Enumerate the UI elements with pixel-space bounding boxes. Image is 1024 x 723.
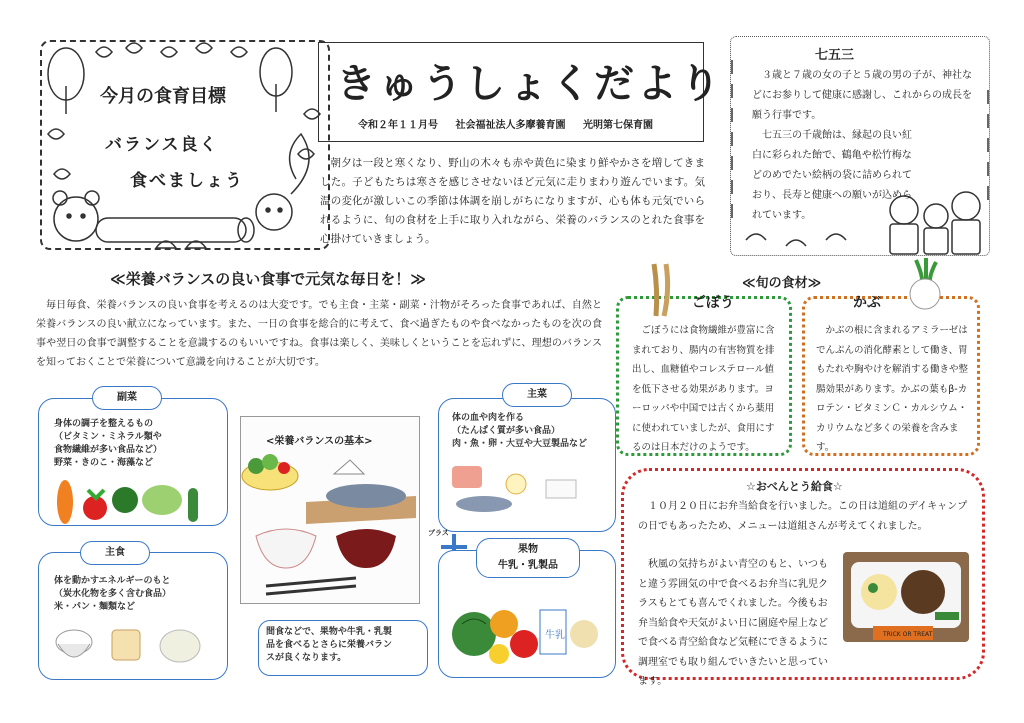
organization-name: 社会福祉法人多摩養育園 <box>455 120 566 131</box>
kabu-text: かぶの根に含まれるアミラーゼはでんぷんの消化酵素として働き、胃もたれや胸やけを解消する働きや整腸効果があります。かぶの葉もβ-カロテン・ビタミンＣ・カルシウム・カリウムなど多くの栄養を含みます。 <box>816 325 969 453</box>
nutrition-paragraph: 毎日毎食、栄養バランスの良い食事を考えるのは大変です。でも主食・主菜・副菜・汁物がそろった食事であれば、自然と栄養バランスの良い献立になっています。また、一日の食事を総合的に考えて、食べ過ぎたものや食べなかったものを次の食事や翌日の食事で調整することを意識するのもいいですね。食事は楽しく、美味しくということを忘れずに、理想のバランスを知っておくことで栄養について意識を向けることが大切です。 <box>36 300 602 368</box>
protein-foods-icon <box>446 460 612 526</box>
fukusai-description <box>54 418 224 470</box>
snack-note-line-3: スが良くなります。 <box>266 653 347 663</box>
intro-paragraph: 朝夕は一段と寒くなり、野山の木々も赤や黄色に染まり鮮やかさを増してきました。子どもたちは寒さを感じさせないほど元気に走りまわり遊んでいます。気温の変化が激しいこの季節は体調を崩しがちになりますが、心も体も元気でいられるように、旬の食材を上手に取り入れながら、栄養のバランスのとれた食事を心掛けていきましょう。 <box>320 157 705 245</box>
staple-foods-icon <box>52 622 222 672</box>
fruits-dairy-icon <box>444 584 614 674</box>
dairy-label: 牛乳・乳製品 <box>498 560 558 571</box>
fukusai-line-1: 身体の調子を整えるもの <box>54 419 154 429</box>
shusai-description <box>452 412 612 451</box>
vegetables-icon <box>50 470 220 530</box>
bento-photo-icon <box>843 552 969 642</box>
gobo-text: ごぼうには食物繊維が豊富に含まれており、腸内の有害物質を排出し、血糖値やコレステロール値を低下させる効果があります。ヨーロッパや中国では古くから薬用に使われていましたが、食用にするのは日本だけのようです。 <box>632 325 775 453</box>
gobo-title: ごぼう <box>692 295 734 311</box>
fukusai-line-3: 食物繊維が多い食品など） <box>54 445 163 455</box>
bento-title: ☆おべんとう給食☆ <box>746 480 843 493</box>
newsletter-title: きゅうしょくだより <box>336 61 723 107</box>
issue-line <box>358 116 667 131</box>
bento-text-2: 秋風の気持ちがよい青空のもと、いつもと違う雰囲気の中で食べるお弁当に乳児クラスもとても喜んでくれました。今後もお弁当給食や天気がよい日に園庭や屋上などで食べる青空給食など気軽にできるように調理室でも取り組んでいきたいと思っています。 <box>638 559 828 687</box>
goal-line-2: 食べましょう <box>130 171 244 191</box>
plus-label: プラス <box>428 529 449 537</box>
goal-line-1: バランス良く <box>105 135 219 155</box>
nutrition-heading: ≪栄養バランスの良い食事で元気な毎日を！≫ <box>110 270 426 288</box>
shichigosan-paragraph-2: 七五三の千歳飴は、縁起の良い紅白に彩られた飴で、鶴亀や松竹梅などのめでたい絵柄の袋に詰められており、長寿と健康への願いが込められています。 <box>752 130 912 221</box>
milk-carton-text: 牛乳 <box>545 630 565 641</box>
snack-note <box>266 626 426 665</box>
school-name: 光明第七保育園 <box>582 120 653 131</box>
shushoku-description <box>54 575 224 614</box>
fukusai-line-4: 野菜・きのこ・海藻など <box>54 458 154 468</box>
fruit-label: 果物 <box>518 544 538 555</box>
bento-photo <box>843 552 969 642</box>
burdock-icon <box>646 262 676 318</box>
snack-note-line-1: 間食などで、果物や牛乳・乳製 <box>266 627 392 637</box>
snack-note-line-2: 品を食べるとさらに栄養バラン <box>266 640 393 650</box>
shichigosan-paragraph-1: ３歳と７歳の女の子と５歳の男の子が、神社などにお参りして健康に感謝し、これからの成長を願う行事です。 <box>752 70 972 121</box>
shusai-line-3: 肉・魚・卵・大豆や大豆製品など <box>452 439 588 449</box>
shushoku-line-2: （炭水化物を多く含む食品） <box>54 589 172 599</box>
bento-lid-text: TRICK OR TREAT <box>883 631 933 638</box>
bento-text-1: １０月２０日にお弁当給食を行いました。この日は道組のデイキャンプの日でもあったため、メニューは道組さんが考えてくれました。 <box>638 501 968 532</box>
kabu-title: かぶ <box>853 295 881 311</box>
shushoku-label: 主食 <box>80 541 150 565</box>
fruit-dairy-label <box>476 538 580 578</box>
shichigosan-title: 七五三 <box>815 48 855 63</box>
shushoku-line-3: 米・パン・麺類など <box>54 602 136 612</box>
seasonal-heading: ≪旬の食材≫ <box>742 276 822 291</box>
shichigosan-text <box>752 66 977 226</box>
basic-balance-label: <栄養バランスの基本> <box>266 436 373 447</box>
shusai-line-2: （たんぱく質が多い食品） <box>452 426 561 436</box>
shusai-label: 主菜 <box>502 383 572 407</box>
fukusai-line-2: （ビタミン・ミネラル類や <box>54 432 162 442</box>
fukusai-label: 副菜 <box>92 386 162 410</box>
balanced-meal-icon <box>236 446 422 604</box>
shushoku-line-1: 体を動かすエネルギーのもと <box>54 576 171 586</box>
turnip-icon <box>900 258 950 312</box>
goal-title: 今月の食育目標 <box>100 86 226 107</box>
issue-date: 令和２年１１月号 <box>358 120 438 131</box>
shusai-line-1: 体の血や肉を作る <box>452 413 525 423</box>
